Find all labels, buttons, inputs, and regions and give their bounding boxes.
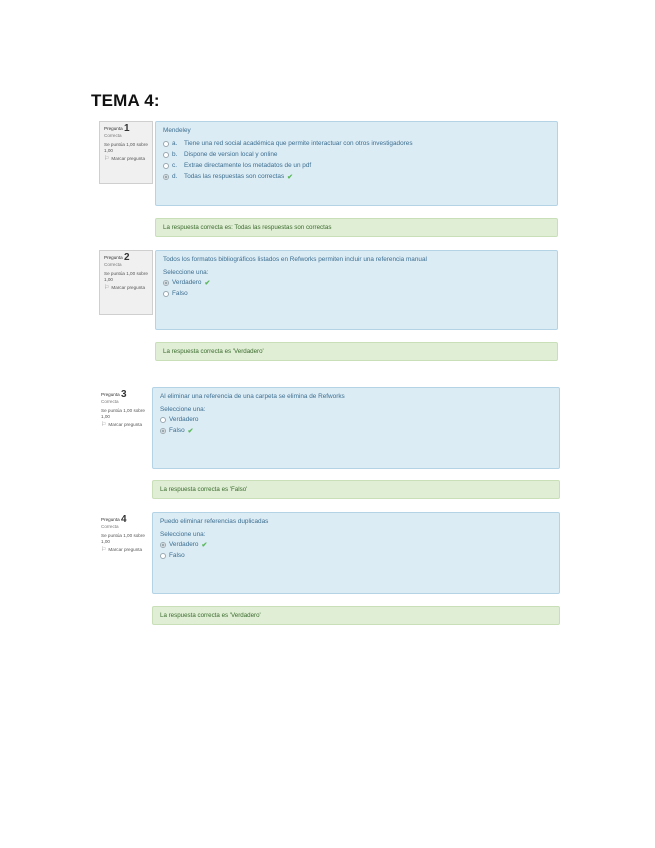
answer-option-c[interactable]: c. Extrae directamente los metadatos de un pdf <box>163 162 550 169</box>
question-text: Puedo eliminar referencias duplicadas <box>160 518 269 525</box>
question-number: 3 <box>120 389 127 400</box>
answer-option-true[interactable]: Verdadero ✔ <box>160 541 552 548</box>
flag-question-link[interactable]: ⚐ Marcar pregunta <box>101 422 143 428</box>
radio-button[interactable] <box>163 141 169 147</box>
feedback-text: La respuesta correcta es 'Falso' <box>160 486 248 493</box>
correct-answer-feedback-4 <box>152 606 560 625</box>
radio-button-selected[interactable] <box>160 428 166 434</box>
question-formulation-2 <box>155 250 558 330</box>
flag-icon: ⚐ <box>101 547 107 553</box>
answer-option-false[interactable]: Falso <box>160 552 552 559</box>
radio-button[interactable] <box>160 553 166 559</box>
check-icon: ✔ <box>187 427 194 435</box>
radio-button-selected[interactable] <box>163 174 169 180</box>
flag-icon: ⚐ <box>101 422 107 428</box>
question-info-2 <box>99 250 153 315</box>
question-info-4 <box>96 512 150 579</box>
answer-option-false[interactable]: Falso ✔ <box>160 427 552 434</box>
correct-answer-feedback-2 <box>155 342 558 361</box>
page-title: TEMA 4: <box>91 91 160 110</box>
flag-icon: ⚐ <box>104 156 110 162</box>
question-info-3 <box>96 387 150 454</box>
question-formulation-4 <box>152 512 560 594</box>
radio-button[interactable] <box>163 163 169 169</box>
question-number: 2 <box>123 252 130 263</box>
flag-question-link[interactable]: ⚐ Marcar pregunta <box>104 285 146 291</box>
question-formulation-1 <box>155 121 558 206</box>
feedback-text: La respuesta correcta es: Todas las respuestas son correctas <box>163 224 332 231</box>
question-label: Pregunta 1 <box>104 123 130 134</box>
radio-button-selected[interactable] <box>163 280 169 286</box>
question-state: Correcta <box>101 524 119 529</box>
radio-button-selected[interactable] <box>160 542 166 548</box>
question-formulation-3 <box>152 387 560 469</box>
select-one-prompt: Seleccione una: <box>160 531 206 538</box>
check-icon: ✔ <box>287 173 294 181</box>
flag-icon: ⚐ <box>104 285 110 291</box>
question-text: Todos los formatos bibliográficos listados en Refworks permiten incluir una referencia manual <box>163 256 427 263</box>
correct-answer-feedback-3 <box>152 480 560 499</box>
question-number: 4 <box>120 514 127 525</box>
answer-option-a[interactable]: a. Tiene una red social académica que permite interactuar con otros investigadores <box>163 140 550 147</box>
question-state: Correcta <box>101 399 119 404</box>
answer-option-b[interactable]: b. Dispone de version local y online <box>163 151 550 158</box>
question-info-1 <box>99 121 153 184</box>
question-text: Al eliminar una referencia de una carpeta se elimina de Refworks <box>160 393 345 400</box>
select-one-prompt: Seleccione una: <box>160 406 206 413</box>
answer-option-d[interactable]: d. Todas las respuestas son correctas ✔ <box>163 173 550 180</box>
radio-button[interactable] <box>163 152 169 158</box>
radio-button[interactable] <box>163 291 169 297</box>
flag-question-link[interactable]: ⚐ Marcar pregunta <box>101 547 143 553</box>
question-text: Mendeley <box>163 127 191 134</box>
answer-option-true[interactable]: Verdadero ✔ <box>163 279 550 286</box>
answer-option-false[interactable]: Falso <box>163 290 550 297</box>
flag-question-link[interactable]: ⚐ Marcar pregunta <box>104 156 146 162</box>
correct-answer-feedback-1 <box>155 218 558 237</box>
question-label: Pregunta 3 <box>101 389 127 400</box>
question-number: 1 <box>123 123 130 134</box>
radio-button[interactable] <box>160 417 166 423</box>
question-state: Correcta <box>104 133 122 138</box>
question-label: Pregunta 4 <box>101 514 127 525</box>
select-one-prompt: Seleccione una: <box>163 269 209 276</box>
question-grade: Se puntúa 1,00 sobre 1,00 <box>101 408 145 419</box>
question-grade: Se puntúa 1,00 sobre 1,00 <box>104 142 148 153</box>
feedback-text: La respuesta correcta es 'Verdadero' <box>163 348 264 355</box>
feedback-text: La respuesta correcta es 'Verdadero' <box>160 612 261 619</box>
question-grade: Se puntúa 1,00 sobre 1,00 <box>104 271 148 282</box>
answer-option-true[interactable]: Verdadero <box>160 416 552 423</box>
question-grade: Se puntúa 1,00 sobre 1,00 <box>101 533 145 544</box>
check-icon: ✔ <box>204 279 211 287</box>
check-icon: ✔ <box>201 541 208 549</box>
question-label: Pregunta 2 <box>104 252 130 263</box>
question-state: Correcta <box>104 262 122 267</box>
